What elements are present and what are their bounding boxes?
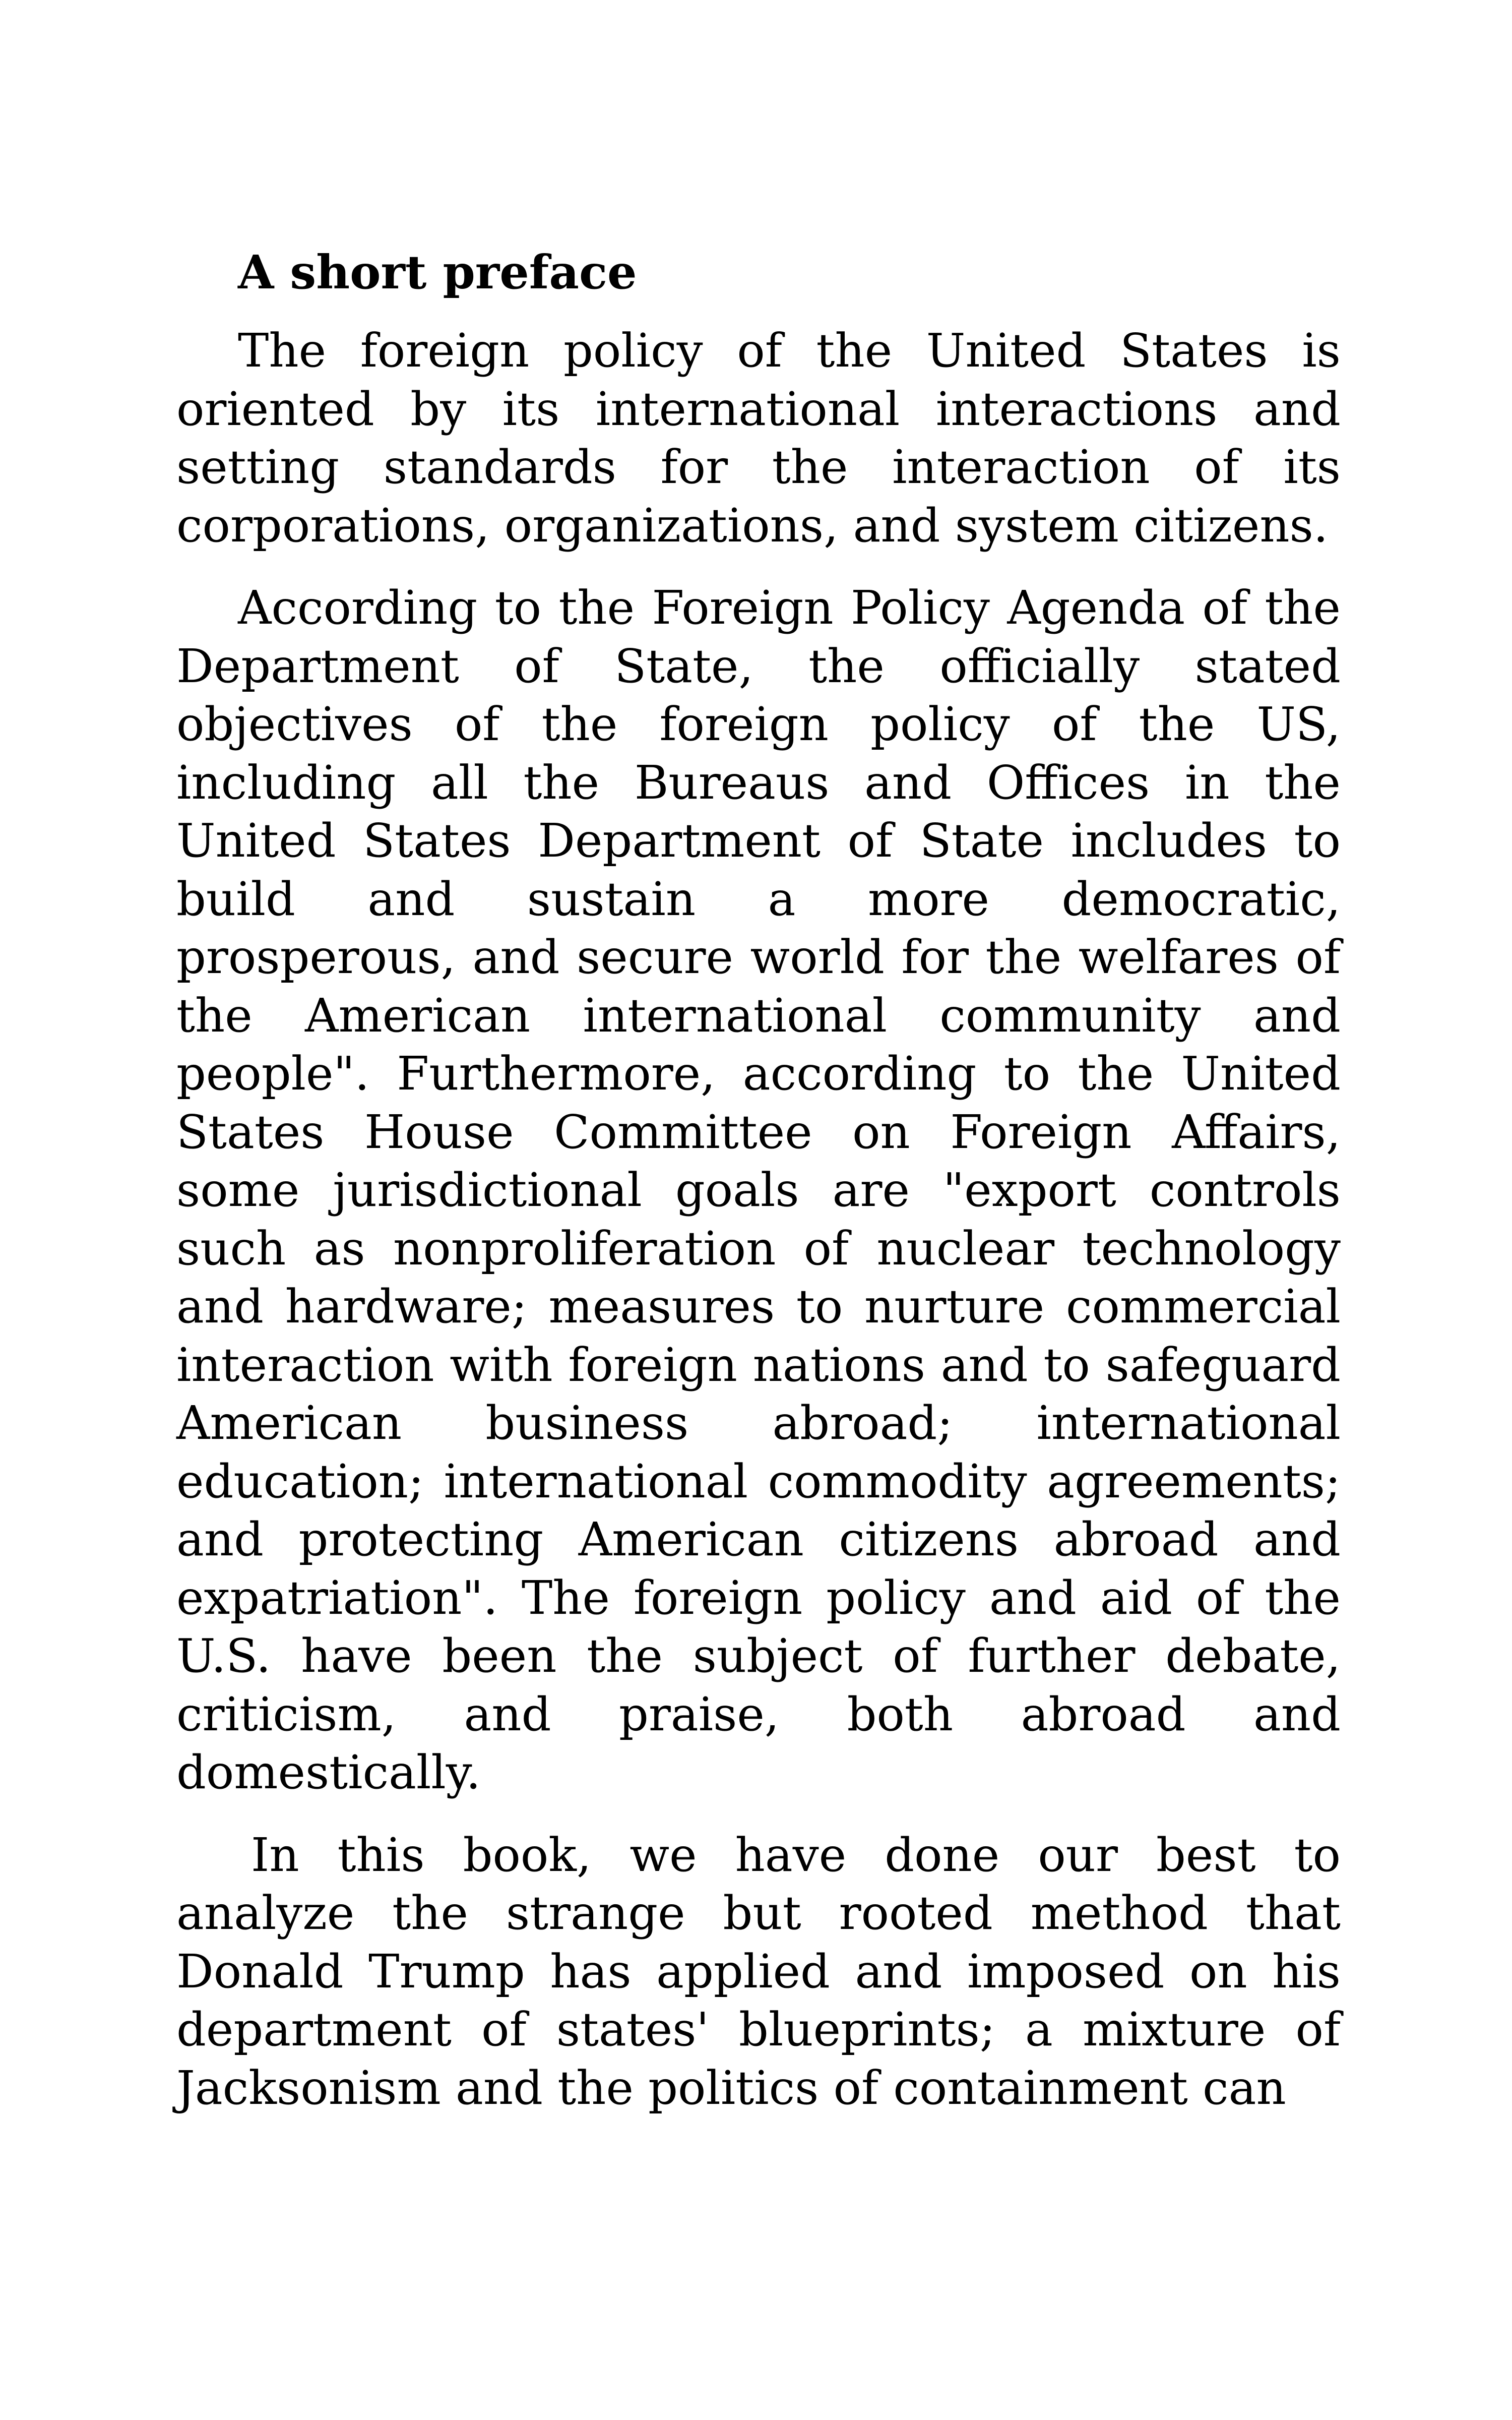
text-block (176, 242, 1341, 2141)
paragraph-3: In this book, we have done our best to analyze the strange but rooted method that Donald Trump has applied and imposed on his department of states' blueprints; a mixture of Jacksonism and the politics of containment can (176, 1828, 1341, 2115)
paragraph-2: According to the Foreign Policy Agenda of the Department of State, the officially stated objectives of the foreign policy of the US, including all the Bureaus and Offices in the United States Department of State includes to build and sustain a more democratic, prosperous, and secure world for the welfares of the American international community and people". Furthermore, according to the United States House Committee on Foreign Affairs, some jurisdictional goals are "export controls such as nonproliferation of nuclear technology and hardware; measures to nurture commercial interaction with foreign nations and to safeguard American business abroad; international education; international commodity agreements; and protecting American citizens abroad and expatriation". The foreign policy and aid of the U.S. have been the subject of further debate, criticism, and praise, both abroad and domestically. (176, 581, 1341, 1799)
section-heading: A short preface (238, 245, 637, 299)
paragraph-1: The foreign policy of the United States is oriented by its international interactions and setting standards for the interaction of its corporations, organizations, and system citizens. (176, 324, 1341, 553)
